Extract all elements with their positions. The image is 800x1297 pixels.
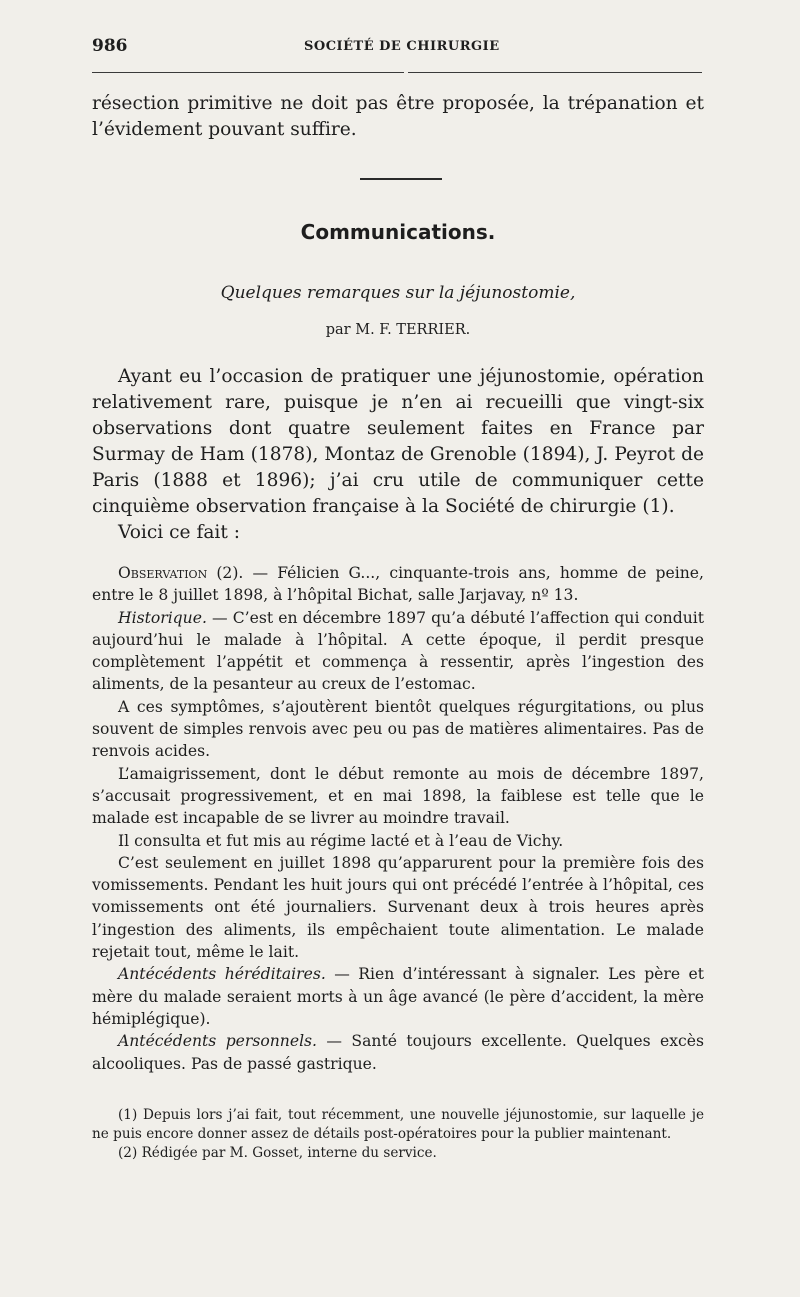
- page-header: [92, 36, 702, 60]
- observation-intro-text: (2). — Félicien G..., cinquante-trois ans, homme de peine, entre le 8 juillet 1898, à l’hôpital Bichat, salle Jarjavay, nº 13.: [92, 564, 704, 605]
- body-paragraph-1: Ayant eu l’occasion de pratiquer une jéjunostomie, opération relativement rare, puisque je n’en ai recueilli que vingt-six observations dont quatre seulement faites en France par Surmay de Ham (1878), Montaz de Grenoble (1894), J. Peyrot de Paris (1888 et 1896); j’ai cru utile de communiquer cette cinquième observation française à la Société de chirurgie (1).: [92, 366, 704, 517]
- hereditaires-paragraph: [92, 963, 704, 1030]
- article-byline: par M. F. TERRIER.: [325, 322, 471, 338]
- intro-paragraph: [92, 91, 704, 143]
- footnote-1: (1) Depuis lors j’ai fait, tout récemment, une nouvelle jéjunostomie, sur laquelle je ne puis encore donner assez de détails post-opératoires pour la publier maintenant.: [92, 1107, 704, 1142]
- historique-label: Historique.: [118, 608, 207, 627]
- page-number: 986: [92, 36, 128, 56]
- intro-text: résection primitive ne doit pas être proposée, la trépanation et l’évidement pouvant suffire.: [92, 93, 704, 140]
- header-rule-left: [92, 72, 404, 73]
- header-rule-right: [408, 72, 702, 73]
- personnels-label: Antécédents personnels.: [118, 1032, 318, 1051]
- amaigrissement-paragraph: L’amaigrissement, dont le début remonte au mois de décembre 1897, s’accusait progressivement, et en mai 1898, la faiblese est telle que le malade est incapable de se livrer au moindre travail.: [92, 764, 704, 828]
- personnels-paragraph: [92, 1030, 704, 1075]
- article-subtitle: Quelques remarques sur la jéjunostomie,: [220, 283, 576, 303]
- section-separator: [360, 178, 442, 180]
- section-heading: Communications.: [300, 220, 496, 244]
- hereditaires-label: Antécédents héréditaires.: [118, 965, 326, 984]
- hereditaires-text: — Rien d’intéressant à signaler. Les père et mère du malade seraient morts à un âge avancé (le père d’accident, la mère hémiplégique).: [92, 965, 704, 1028]
- footnotes: [92, 1106, 704, 1163]
- historique-text: — C’est en décembre 1897 qu’a débuté l’affection qui conduit aujourd’hui le malade à l’hôpital. A cette époque, il perdit presque complètement l’appétit et commença à ressentir, après l’ingestion des aliments, de la pesanteur au creux de l’estomac.: [92, 608, 704, 694]
- symptomes-paragraph: A ces symptômes, s’ajoutèrent bientôt quelques régurgitations, ou plus souvent de simples renvois avec peu ou pas de matières alimentaires. Pas de renvois acides.: [92, 697, 704, 761]
- observation-intro: [92, 562, 704, 607]
- article-body: [92, 364, 704, 546]
- observation-section: [92, 562, 704, 1075]
- footnote-2: (2) Rédigée par M. Gosset, interne du service.: [118, 1145, 437, 1161]
- running-title: SOCIÉTÉ DE CHIRURGIE: [304, 39, 500, 54]
- vomissements-paragraph: C’est seulement en juillet 1898 qu’apparurent pour la première fois des vomissements. Pendant les huit jours qui ont précédé l’entrée à l’hôpital, ces vomissements ont été journaliers. Survenant deux à trois heures après l’ingestion des aliments, ils empêchaient toute alimentation. Le malade rejetait tout, même le lait.: [92, 853, 704, 962]
- observation-label: Observation: [118, 564, 208, 582]
- personnels-text: — Santé toujours excellente. Quelques excès alcooliques. Pas de passé gastrique.: [92, 1032, 704, 1073]
- vichy-paragraph: Il consulta et fut mis au régime lacté et à l’eau de Vichy.: [118, 831, 564, 850]
- body-paragraph-2: Voici ce fait :: [118, 522, 241, 543]
- historique-paragraph: [92, 607, 704, 696]
